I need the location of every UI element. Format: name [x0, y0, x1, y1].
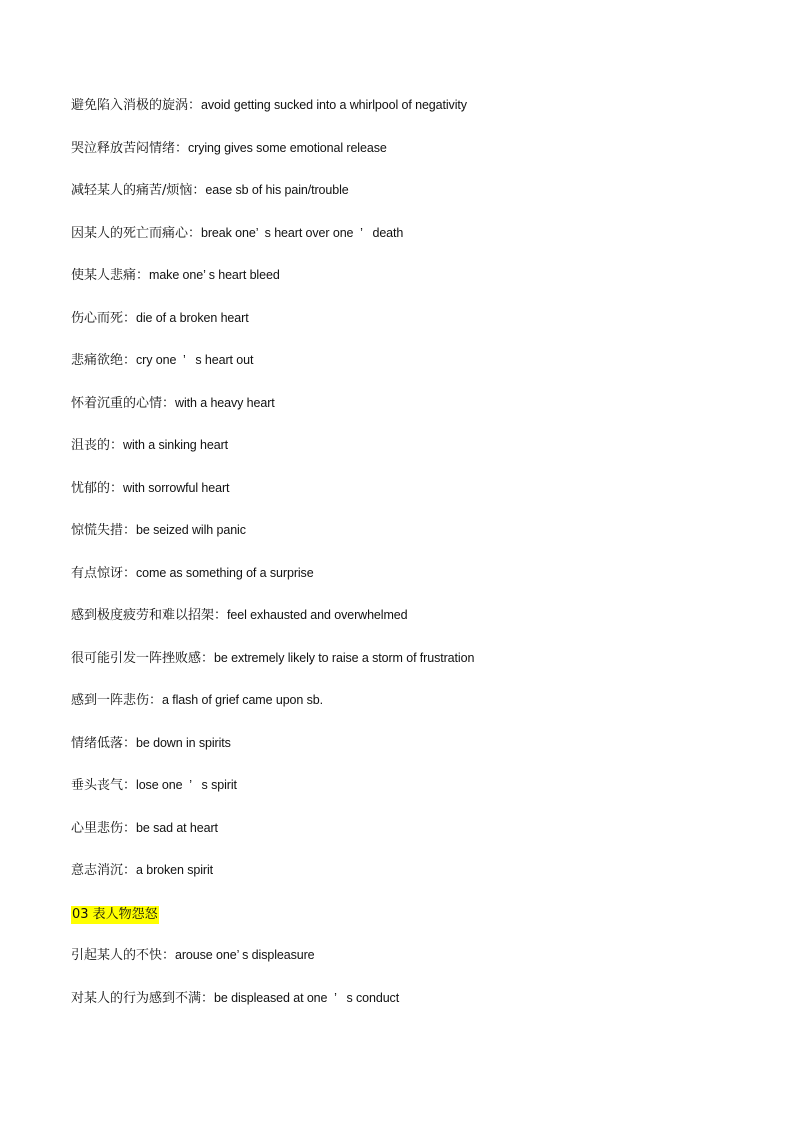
list-item: [71, 520, 474, 563]
chinese-phrase: 心里悲伤：: [71, 820, 137, 836]
chinese-phrase: 感到一阵悲伤：: [71, 693, 163, 708]
english-phrase: cry one ’ s heart out: [136, 353, 254, 367]
section-heading-row: [71, 903, 474, 946]
chinese-phrase: 怀着沉重的心情：: [71, 395, 176, 411]
english-phrase: be displeased at one ’ s conduct: [214, 990, 400, 1005]
english-phrase: be extremely likely to raise a storm of frustration: [214, 650, 475, 665]
english-phrase: come as something of a surprise: [136, 565, 314, 580]
chinese-phrase: 引起某人的不快：: [71, 948, 176, 963]
list-item: [71, 818, 474, 861]
list-item: [71, 563, 474, 606]
chinese-phrase: 悲痛欲绝：: [71, 353, 137, 368]
chinese-phrase: 感到极度疲劳和难以招架：: [71, 608, 228, 623]
english-phrase: die of a broken heart: [136, 310, 249, 325]
chinese-phrase: 减轻某人的痛苦/烦恼：: [71, 183, 206, 198]
english-phrase: a broken spirit: [136, 863, 214, 877]
chinese-phrase: 伤心而死：: [71, 310, 137, 326]
chinese-phrase: 使某人悲痛：: [71, 268, 150, 283]
chinese-phrase: 忧郁的：: [71, 480, 124, 496]
list-item: [71, 478, 474, 521]
english-phrase: be seized wilh panic: [136, 523, 246, 537]
english-phrase: be down in spirits: [136, 735, 231, 750]
english-phrase: lose one ’ s spirit: [136, 778, 237, 792]
list-item: [71, 605, 474, 648]
chinese-phrase: 沮丧的：: [71, 438, 124, 453]
chinese-phrase: 垂头丧气：: [71, 778, 137, 793]
chinese-phrase: 对某人的行为感到不满：: [71, 990, 215, 1006]
chinese-phrase: 意志消沉：: [71, 863, 137, 878]
phrase-list: [71, 95, 474, 1030]
chinese-phrase: 避免陷入消极的旋涡：: [71, 98, 202, 113]
english-phrase: arouse one’ s displeasure: [175, 948, 315, 962]
list-item: [71, 180, 474, 223]
list-item: [71, 648, 474, 691]
chinese-phrase: 情绪低落：: [71, 735, 137, 751]
english-phrase: feel exhausted and overwhelmed: [227, 608, 408, 622]
section-heading: 03 表人物怨怒: [72, 906, 158, 922]
english-phrase: crying gives some emotional release: [188, 140, 387, 155]
english-phrase: ease sb of his pain/trouble: [205, 183, 349, 197]
list-item: [71, 775, 474, 818]
list-item: [71, 138, 474, 181]
list-item: [71, 265, 474, 308]
list-item: [71, 988, 474, 1031]
chinese-phrase: 惊慌失措：: [71, 523, 137, 538]
english-phrase: with sorrowful heart: [123, 480, 230, 495]
list-item: [71, 860, 474, 903]
chinese-phrase: 有点惊讶：: [71, 565, 137, 581]
list-item: [71, 393, 474, 436]
english-phrase: with a heavy heart: [175, 395, 275, 410]
english-phrase: make one’ s heart bleed: [149, 268, 280, 282]
list-item: [71, 95, 474, 138]
list-item: [71, 733, 474, 776]
english-phrase: be sad at heart: [136, 820, 218, 835]
list-item: [71, 945, 474, 988]
chinese-phrase: 哭泣释放苦闷情绪：: [71, 140, 189, 156]
list-item: [71, 223, 474, 266]
chinese-phrase: 很可能引发一阵挫败感：: [71, 650, 215, 666]
list-item: [71, 308, 474, 351]
english-phrase: with a sinking heart: [123, 438, 229, 452]
english-phrase: a flash of grief came upon sb.: [162, 693, 323, 707]
list-item: [71, 690, 474, 733]
chinese-phrase: 因某人的死亡而痛心：: [71, 225, 202, 241]
english-phrase: break one’ s heart over one ’ death: [201, 225, 404, 240]
english-phrase: avoid getting sucked into a whirlpool of negativity: [201, 98, 467, 112]
list-item: [71, 350, 474, 393]
list-item: [71, 435, 474, 478]
